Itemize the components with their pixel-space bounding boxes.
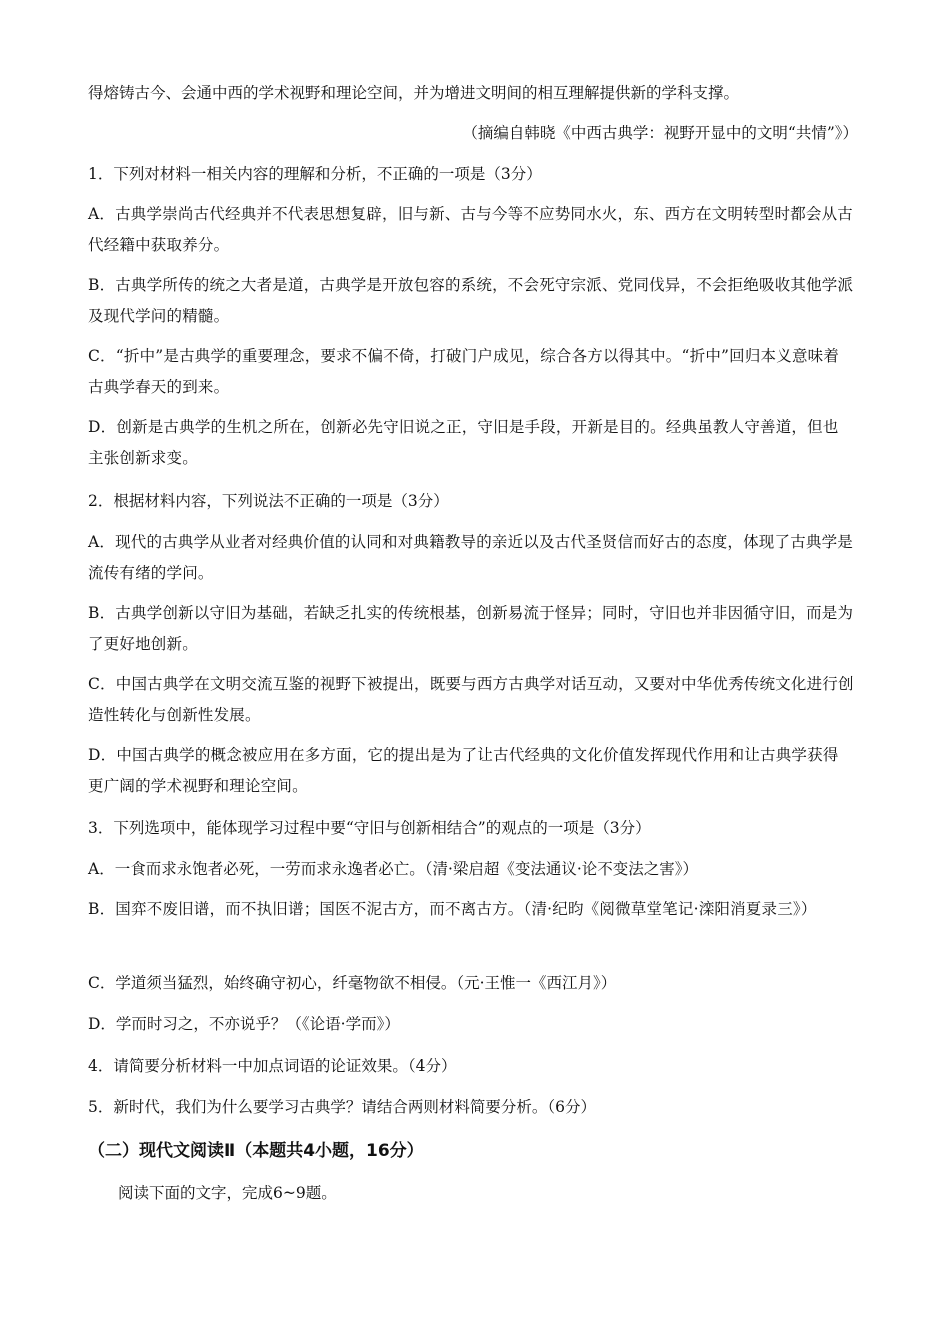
question-1-option-b: B．古典学所传的统之大者是道，古典学是开放包容的系统，不会死守宗派、党同伐异，不会拒绝吸收其他学派及现代学问的精髓。 <box>88 276 854 325</box>
question-3-option-a: A．一食而求永饱者必死，一劳而求永逸者必亡。（清·梁启超《变法通议·论不变法之害》） <box>88 860 699 878</box>
question-1-option-d: D．创新是古典学的生机之所在，创新必先守旧说之正，守旧是手段，开新是目的。经典虽教人守善道，但也主张创新求变。 <box>88 418 839 467</box>
question-5-stem: 5．新时代，我们为什么要学习古典学？请结合两则材料简要分析。（6分） <box>88 1098 596 1116</box>
question-1-stem: 1．下列对材料一相关内容的理解和分析，不正确的一项是（3分） <box>88 165 542 183</box>
question-3-option-b: B．国弈不废旧谱，而不执旧谱；国医不泥古方，而不离古方。（清·纪昀《阅微草堂笔记·滦阳消夏录三》） <box>88 900 817 918</box>
question-2-option-a: A．现代的古典学从业者对经典价值的认同和对典籍教导的亲近以及古代圣贤信而好古的态度，体现了古典学是流传有绪的学问。 <box>88 533 853 582</box>
question-1-option-c: C．“折中”是古典学的重要理念，要求不偏不倚，打破门户成见，综合各方以得其中。“折中”回归本义意味着古典学春天的到来。 <box>88 347 840 396</box>
question-2-option-d: D．中国古典学的概念被应用在多方面，它的提出是为了让古代经典的文化价值发挥现代作用和让古典学获得更广阔的学术视野和理论空间。 <box>88 746 839 795</box>
question-2-option-c: C．中国古典学在文明交流互鉴的视野下被提出，既要与西方古典学对话互动，又要对中华优秀传统文化进行创造性转化与创新性发展。 <box>88 675 854 724</box>
source-citation: （摘编自韩晓《中西古典学：视野开显中的文明“共情”》） <box>462 124 858 142</box>
reading-instruction: 阅读下面的文字，完成6~9题。 <box>118 1184 337 1202</box>
intro-tail-text: 得熔铸古今、会通中西的学术视野和理论空间，并为增进文明间的相互理解提供新的学科支撑。 <box>88 84 740 102</box>
question-3-option-d: D．学而时习之，不亦说乎？（《论语·学而》） <box>88 1015 400 1033</box>
question-1-option-a: A．古典学崇尚古代经典并不代表思想复辟，旧与新、古与今等不应势同水火，东、西方在文明转型时都会从古代经籍中获取养分。 <box>88 205 853 254</box>
section-heading: （二）现代文阅读Ⅱ（本题共4小题，16分） <box>88 1141 424 1161</box>
question-3-stem: 3．下列选项中，能体现学习过程中要“守旧与创新相结合”的观点的一项是（3分） <box>88 819 651 837</box>
question-2-option-b: B．古典学创新以守旧为基础，若缺乏扎实的传统根基，创新易流于怪异；同时，守旧也并非因循守旧，而是为了更好地创新。 <box>88 604 854 653</box>
question-4-stem: 4．请简要分析材料一中加点词语的论证效果。（4分） <box>88 1057 457 1075</box>
question-2-stem: 2．根据材料内容，下列说法不正确的一项是（3分） <box>88 492 449 510</box>
question-3-option-c: C．学道须当猛烈，始终确守初心，纤毫物欲不相侵。（元·王惟一《西江月》） <box>88 974 617 992</box>
